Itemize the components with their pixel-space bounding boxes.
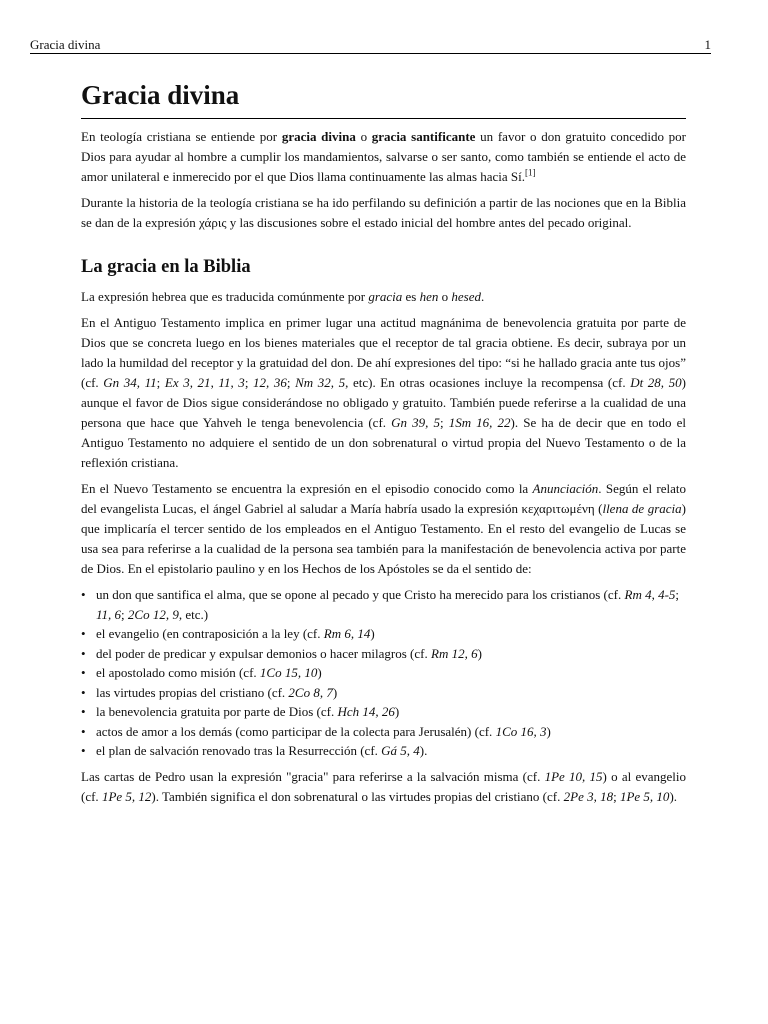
intro-paragraph-1: [81, 127, 686, 187]
running-header: [30, 37, 711, 54]
text-run: ;: [439, 415, 449, 430]
list-item: [81, 585, 686, 624]
text-run: ) aunque el favor de Dios sigue considerándose no obligado y gratuito. También puede referirse a la cualidad de una persona que hace que Yahveh le tenga benevolencia (cf.: [81, 375, 686, 430]
section-heading-biblia: La gracia en la Biblia: [81, 257, 251, 277]
intro-section: [81, 127, 686, 233]
text-run: En el Nuevo Testamento se encuentra la expresión en el episodio conocido como la: [81, 481, 533, 496]
text-run: ;: [675, 587, 680, 602]
text-run: o: [438, 289, 452, 304]
footnote-ref-1[interactable]: [1]: [525, 167, 536, 178]
term-gracia: gracia: [368, 289, 403, 304]
senses-list: [81, 585, 686, 761]
text-run: ;: [156, 375, 165, 390]
bible-ref: Dt 28, 50: [630, 375, 682, 390]
bible-ref: 11, 3: [218, 375, 245, 390]
bible-ref: 11, 6: [96, 606, 122, 622]
bible-ref: 1Pe 10, 15: [544, 768, 603, 784]
text-run: ).: [669, 788, 678, 804]
bible-ref: Gn 34, 11: [103, 375, 157, 390]
text-run: ) que implicaría el tercer sentido de los empleados en el Antiguo Testamento. En el resto del evangelio de Lucas se usa sea para referirse a la cualidad de la persona sea también para la manifestación de benevolencia activa por parte de Dios. En el epistolario paulino y en los Hechos de los Apóstoles se da el sentido de:: [81, 501, 686, 576]
text-run: actos de amor a los demás (como participar de la colecta para Jerusalén) (cf.: [96, 723, 496, 739]
bible-ref: 2Co 12, 9: [127, 606, 179, 622]
list-item: [81, 722, 686, 742]
bible-ref: 1Pe 5, 12: [101, 788, 152, 804]
text-run: la benevolencia gratuita por parte de Dios (cf.: [96, 704, 338, 719]
text-run: o: [355, 129, 372, 144]
bible-ref: Rm 6, 14: [323, 626, 371, 641]
text-run: el evangelio (en contraposición a la ley (cf.: [96, 626, 324, 641]
term-gracia-santificante: gracia santificante: [371, 129, 476, 144]
text-run: es: [402, 289, 420, 304]
list-item: [81, 741, 686, 761]
bible-ref: 1Co 16, 3: [495, 723, 547, 739]
text-run: , etc). En otras ocasiones incluye la recompensa (cf.: [345, 375, 631, 390]
text-run: ): [546, 723, 551, 739]
text-run: ).: [419, 743, 428, 758]
bible-ref: Rm 12, 6: [431, 645, 478, 661]
article-body: [81, 78, 686, 807]
term-hesed: hesed: [451, 289, 482, 304]
list-item: [81, 663, 686, 683]
bible-ref: 1Pe 5, 10: [619, 788, 670, 804]
list-item: [81, 702, 686, 722]
text-run: ): [332, 684, 338, 700]
text-run: el plan de salvación renovado tras la Resurrección (cf.: [96, 743, 382, 758]
page-title: Gracia divina: [81, 78, 686, 119]
text-run: En teología cristiana se entiende por: [81, 129, 282, 144]
list-item: [81, 624, 686, 644]
text-run: ): [394, 704, 400, 719]
bible-ref: 1Sm 16, 22: [448, 415, 511, 430]
text-run: un favor o don gratuito concedido por Dios para ayudar al hombre a cumplir los mandamientos, salvarse o ser santo, como también se entiende el acto de amor unilateral e inmerecido por el que Dios llama continuamente las almas hacia Sí.: [81, 129, 687, 184]
bible-ref: 2Pe 3, 18: [563, 788, 614, 804]
bible-ref: Hch 14, 26: [337, 704, 395, 719]
bible-ref: Gá 5, 4: [381, 743, 420, 758]
text-run: del poder de predicar y expulsar demonios o hacer milagros (cf.: [96, 645, 431, 661]
text-run: ;: [286, 375, 296, 390]
text-run: . Según el relato del evangelista Lucas, el ángel Gabriel al saludar a María habría usado la expresión κεχαριτωμένη (: [81, 481, 686, 516]
term-llena-de-gracia: llena de gracia: [602, 501, 682, 516]
text-run: , etc.): [178, 606, 209, 622]
text-run: Las cartas de Pedro usan la expresión "gracia" para referirse a la salvación misma (cf.: [81, 768, 545, 784]
intro-paragraph-2: Durante la historia de la teología cristiana se ha ido perfilando su definición a partir de las nociones que en la Biblia se dan de la expresión χάρις y las discusiones sobre el estado inicial del hombre antes del pecado original.: [81, 195, 686, 230]
text-run: ). Se ha de decir que en todo el Antiguo Testamento no adquiere el sentido de un don sobrenatural o virtud propia del Nuevo Testamento o de la reflexión cristiana.: [81, 415, 686, 470]
bible-ref: Ex 3, 21: [164, 375, 211, 390]
text-run: ): [477, 645, 482, 661]
text-run: un don que santifica el alma, que se opone al pecado y que Cristo ha merecido para los cristianos (cf.: [96, 587, 625, 602]
bible-ref: 1Co 15, 10: [259, 665, 318, 680]
term-gracia-divina: gracia divina: [281, 129, 356, 144]
text-run: ;: [613, 788, 620, 804]
section-paragraph-3: [81, 479, 686, 579]
text-run: el apostolado como misión (cf.: [96, 665, 260, 680]
text-run: ;: [244, 375, 254, 390]
text-run: .: [481, 289, 485, 304]
text-run: ) o al evangelio (cf.: [81, 768, 686, 804]
text-run: ,: [210, 375, 219, 390]
bible-ref: 2Co 8, 7: [288, 684, 333, 700]
list-item: [81, 644, 686, 664]
bible-ref: Gn 39, 5: [391, 415, 440, 430]
text-run: ): [370, 626, 375, 641]
page-number: 1: [704, 37, 711, 52]
section-paragraph-1: [81, 287, 686, 307]
text-run: las virtudes propias del cristiano (cf.: [96, 684, 289, 700]
section-paragraph-2: [81, 313, 686, 473]
text-run: ). También significa el don sobrenatural o las virtudes propias del cristiano (cf.: [151, 788, 564, 804]
term-anunciacion: Anunciación: [532, 481, 599, 496]
text-run: En el Antiguo Testamento implica en primer lugar una actitud magnánima de benevolencia gratuita por parte de Dios que se concreta luego en los bienes materiales que el receptor de tal gracia obtiene. Es decir, subraya por un lado la humildad del receptor y la gratuidad del don. De ahí expresiones del tipo: “si he hallado gracia ante tus ojos” (cf.: [81, 315, 686, 390]
running-header-title: Gracia divina: [30, 37, 101, 52]
bible-ref: Nm 32, 5: [295, 375, 346, 390]
text-run: ;: [121, 606, 128, 622]
text-run: ): [317, 665, 322, 680]
section-paragraph-4: [81, 767, 686, 807]
text-run: La expresión hebrea que es traducida comúnmente por: [81, 289, 369, 304]
bible-ref: Rm 4, 4-5: [624, 587, 676, 602]
bible-ref: 12, 36: [253, 375, 287, 390]
term-hen: hen: [419, 289, 439, 304]
list-item: [81, 683, 686, 703]
